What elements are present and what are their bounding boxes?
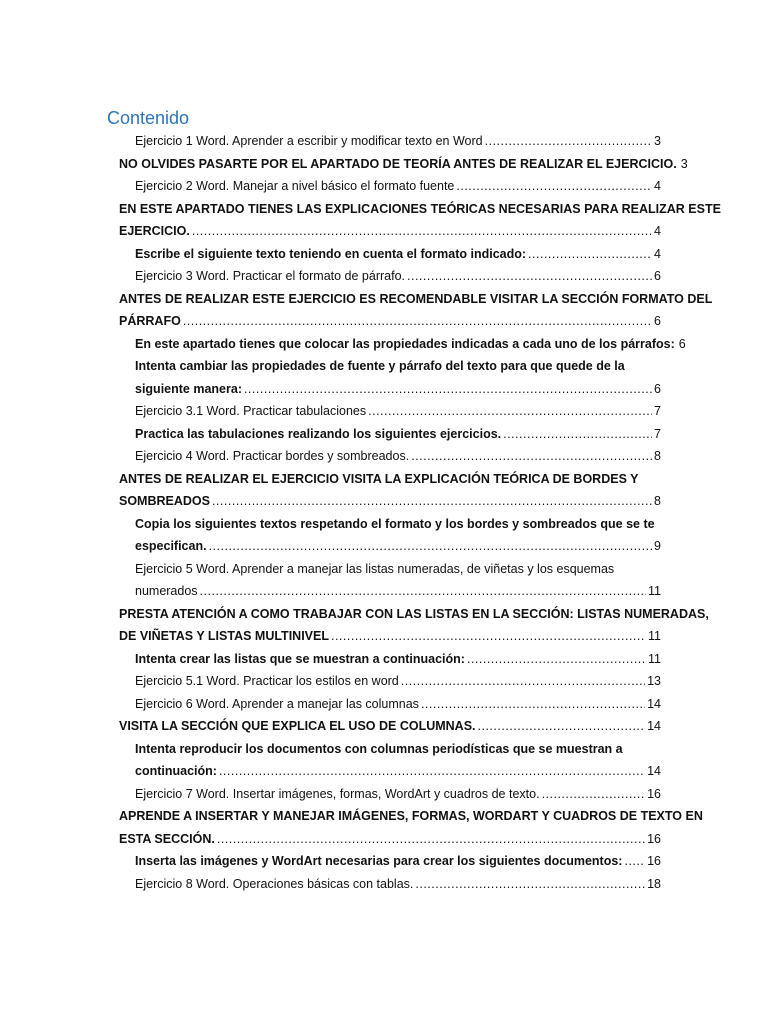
toc-page-number: 4 [654, 224, 661, 238]
dot-leader [456, 175, 652, 197]
toc-entry-title: siguiente manera: [135, 381, 242, 396]
toc-entry-title: EJERCICIO. [119, 224, 190, 238]
toc-entry-title-line: PRESTA ATENCIÓN A COMO TRABAJAR CON LAS LISTAS EN LA SECCIÓN: LISTAS NUMERADAS, [119, 606, 709, 621]
toc-entry-row [135, 693, 661, 715]
toc-entry-title: Ejercicio 6 Word. Aprender a manejar las columnas [135, 696, 419, 711]
toc-entry-title: NO OLVIDES PASARTE POR EL APARTADO DE TEORÍA ANTES DE REALIZAR EL EJERCICIO. [119, 156, 677, 171]
toc-page-number: 11 [648, 651, 661, 666]
toc-entry-row [135, 783, 661, 805]
toc-entry-title: continuación: [135, 764, 217, 778]
toc-entry-title-line: EN ESTE APARTADO TIENES LAS EXPLICACIONES TEÓRICAS NECESARIAS PARA REALIZAR ESTE [119, 201, 721, 216]
dot-leader [478, 715, 646, 737]
toc-entry-row [135, 400, 661, 422]
toc-page-number: 4 [654, 179, 661, 193]
toc-entry-title: Ejercicio 1 Word. Aprender a escribir y modificar texto en Word [135, 134, 483, 148]
toc-entry-title: Ejercicio 8 Word. Operaciones básicas con tablas. [135, 876, 414, 891]
toc-entry-row [135, 243, 661, 265]
toc-page-number: 16 [647, 854, 661, 868]
dot-leader [219, 760, 645, 782]
toc-page-number: 8 [654, 494, 661, 508]
toc-entry-row [135, 130, 661, 152]
toc-page-number: 13 [647, 674, 661, 688]
toc-entry-row [119, 625, 661, 647]
toc-heading: Contenido [107, 108, 190, 128]
toc-entry-row [135, 333, 686, 355]
toc-entry-title: Ejercicio 4 Word. Practicar bordes y sombreados. [135, 449, 410, 463]
dot-leader [368, 400, 652, 422]
toc-entry-row [135, 535, 661, 557]
dot-leader [411, 445, 652, 467]
dot-leader [401, 670, 645, 692]
toc-entry-title: Ejercicio 2 Word. Manejar a nivel básico el formato fuente [135, 179, 455, 193]
toc-entry-row [135, 648, 661, 670]
toc-page-number: 6 [654, 381, 661, 396]
toc-entry-title: Ejercicio 3.1 Word. Practicar tabulaciones [135, 404, 367, 418]
toc-page-number: 3 [680, 156, 688, 171]
toc-page-number: 14 [647, 719, 661, 733]
toc-page-number: 7 [654, 426, 661, 441]
toc-entry-title: SOMBREADOS [119, 494, 210, 508]
dot-leader [331, 625, 646, 647]
toc-page-number: 3 [654, 134, 661, 148]
toc-entry-row [135, 265, 661, 287]
dot-leader [624, 850, 645, 872]
toc-entry-title: Practica las tabulaciones realizando los siguientes ejercicios. [135, 426, 502, 441]
toc-entry-row [135, 760, 661, 782]
toc-entry-title: Ejercicio 3 Word. Practicar el formato de párrafo. [135, 269, 406, 283]
toc-entry-row [119, 715, 661, 737]
toc-entry-row [135, 378, 661, 400]
dot-leader [244, 378, 652, 400]
toc-page-number: 4 [654, 246, 661, 261]
toc-entry-row [135, 445, 661, 467]
toc-entry-row [135, 850, 661, 872]
toc-entry-title-line: Ejercicio 5 Word. Aprender a manejar las listas numeradas, de viñetas y los esquemas [135, 561, 615, 576]
dot-leader [212, 490, 652, 512]
toc-entry-title-line: Copia los siguientes textos respetando el formato y los bordes y sombreados que se te [135, 516, 655, 531]
toc-page-number: 16 [647, 786, 661, 801]
toc-entry-title: Inserta las imágenes y WordArt necesarias para crear los siguientes documentos: [135, 854, 623, 868]
dot-leader [407, 265, 652, 287]
dot-leader [200, 580, 646, 602]
toc-page-number: 7 [654, 404, 661, 418]
toc-page-number: 6 [654, 269, 661, 283]
toc-page-number: 8 [654, 449, 661, 463]
toc-page-number: 6 [654, 314, 661, 328]
toc-entry-row [135, 423, 661, 445]
toc-entry-row [135, 175, 661, 197]
dot-leader [421, 693, 645, 715]
toc-entry-row [135, 580, 661, 602]
dot-leader [183, 310, 652, 332]
toc-entry-title-line: ANTES DE REALIZAR EL EJERCICIO VISITA LA EXPLICACIÓN TEÓRICA DE BORDES Y [119, 471, 639, 486]
toc-entry-row [119, 490, 661, 512]
toc-page-number: 11 [648, 629, 661, 643]
toc-page-number: 9 [654, 539, 661, 553]
dot-leader [192, 220, 652, 242]
toc-entry-title: Escribe el siguiente texto teniendo en cuenta el formato indicado: [135, 246, 527, 261]
toc-page-number: 6 [678, 336, 686, 351]
toc-entry-row [119, 220, 661, 242]
toc-entry-title-line: Intenta reproducir los documentos con columnas periodísticas que se muestran a [135, 741, 623, 756]
toc-entry-title: VISITA LA SECCIÓN QUE EXPLICA EL USO DE COLUMNAS. [119, 719, 476, 733]
toc-page-number: 16 [647, 831, 661, 846]
toc-entry-title-line: Intenta cambiar las propiedades de fuente y párrafo del texto para que quede de la [135, 359, 625, 373]
toc-entry-row [135, 873, 661, 895]
dot-leader [209, 535, 652, 557]
dot-leader [485, 130, 652, 152]
toc-entry-title: En este apartado tienes que colocar las propiedades indicadas a cada uno de los párrafos: [135, 336, 675, 351]
dot-leader [542, 783, 646, 805]
toc-page-number: 14 [647, 696, 661, 711]
toc-entry-title: especifican. [135, 539, 207, 553]
toc-page-number: 11 [648, 584, 661, 598]
toc-entry-title: Intenta crear las listas que se muestran a continuación: [135, 651, 465, 666]
toc-entry-title: ESTA SECCIÓN. [119, 831, 215, 846]
dot-leader [467, 648, 646, 670]
toc-entry-title: Ejercicio 7 Word. Insertar imágenes, formas, WordArt y cuadros de texto. [135, 786, 540, 801]
toc-entry-title: Ejercicio 5.1 Word. Practicar los estilos en word [135, 674, 399, 688]
toc-entry-row [135, 670, 661, 692]
toc-entry-row [119, 310, 661, 332]
toc-entry-row [119, 828, 661, 850]
dot-leader [415, 873, 645, 895]
toc-entry-title: numerados [135, 584, 198, 598]
toc-entry-title-line: ANTES DE REALIZAR ESTE EJERCICIO ES RECOMENDABLE VISITAR LA SECCIÓN FORMATO DEL [119, 291, 713, 306]
toc-entry-title: PÁRRAFO [119, 314, 181, 328]
toc-page-number: 14 [647, 764, 661, 778]
toc-entry-title: DE VIÑETAS Y LISTAS MULTINIVEL [119, 629, 329, 643]
dot-leader [528, 243, 652, 265]
dot-leader [217, 828, 645, 850]
toc-page-number: 18 [647, 876, 661, 891]
toc-entry-row [119, 153, 688, 175]
toc-entry-title-line: APRENDE A INSERTAR Y MANEJAR IMÁGENES, FORMAS, WORDART Y CUADROS DE TEXTO EN [119, 809, 703, 823]
dot-leader [503, 423, 652, 445]
